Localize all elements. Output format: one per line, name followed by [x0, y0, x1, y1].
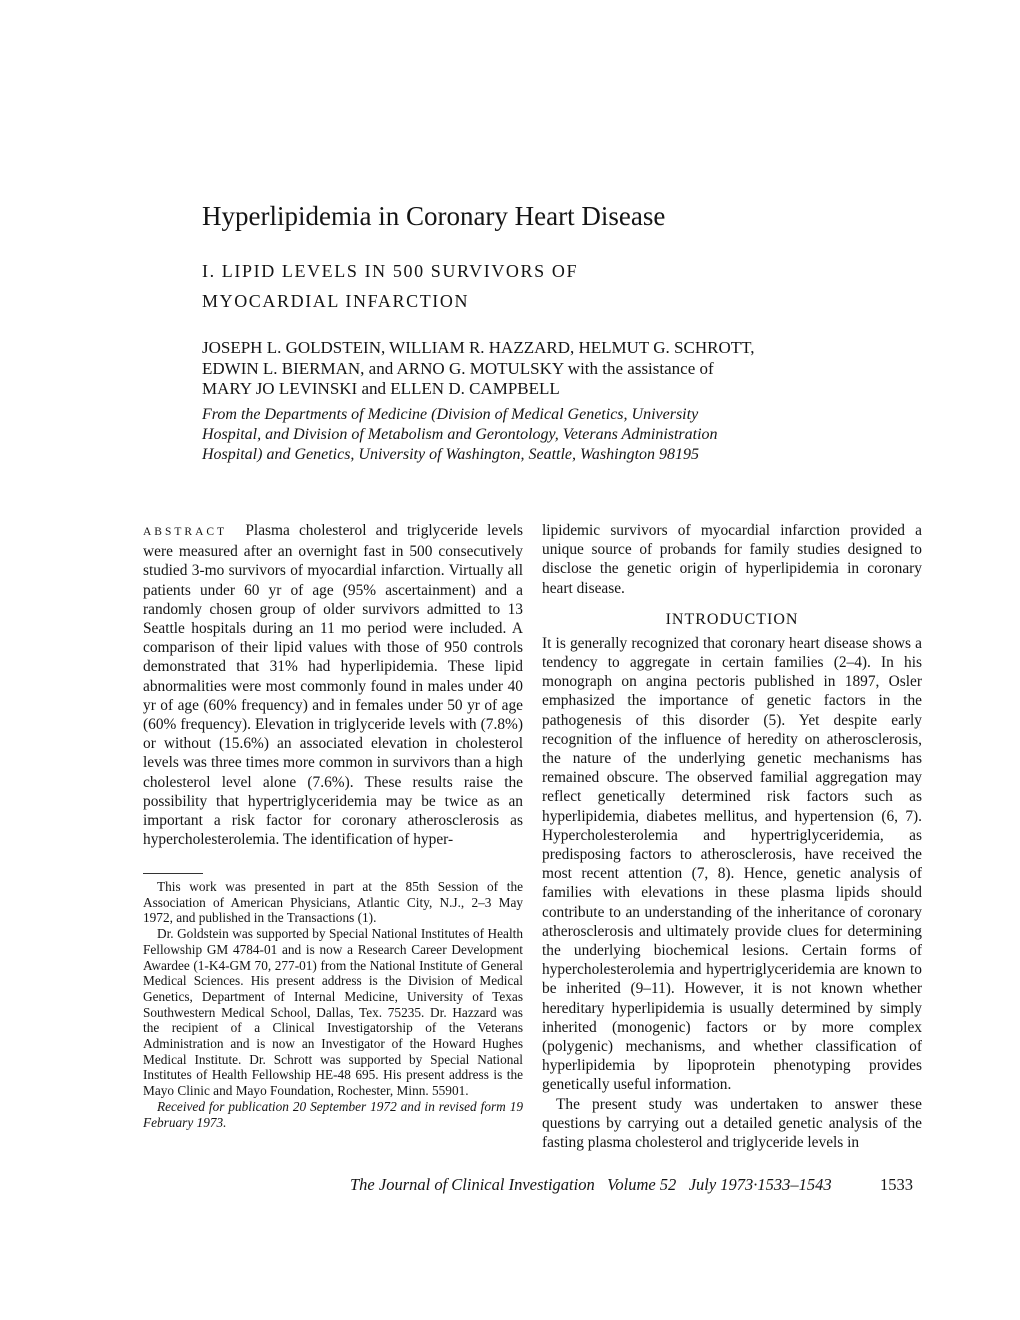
introduction-paragraph-1: It is generally recognized that coronary heart disease shows a tendency to aggregate in certain families (2–4). In his monograph on angina pectoris published in 1897, Osler emphasized the importance of genetic factors in the pathogenesis of this disorder (5). Yet despite early recognition of the influence of heredity on atherosclerosis, the nature of the underlying genetic mechanisms has remained obscure. The observed familial aggregation may reflect genetically determined risk factors such as hyperlipidemia, diabetes mellitus, and hypertension (6, 7). Hypercholesterolemia and hypertriglyceridemia, as predisposing factors to atherosclerosis, have received the most recent attention (7, 8). Hence, genetic analysis of families with elevations in these plasma lipids should contribute to an understanding of the inheritance of coronary atherosclerosis and ultimately provide clues for determining the underlying biochemical lesions. Certain forms of hypercholesterolemia and hypertriglyceridemia are known to be inherited (9–11). However, it is not known whether hereditary hyperlipidemia is usually determined by simply inherited (monogenic) factors or by more complex (polygenic) mechanisms, and whether classification of hyperlipidemia by lipoprotein phenotyping provides genetically useful information.	[542, 634, 922, 1094]
abstract-text: Plasma cholesterol and triglyceride levels were measured after an overnight fast in 500 consecutively studied 3-mo survivors of myocardial infarction. Virtually all patients under 60 yr of age (95% ascertainment) and a randomly chosen group of older survivors admitted to 13 Seattle hospitals during an 11 mo period were included. A comparison of their lipid values with those of 950 controls demonstrated that 31% had hyperlipidemia. These lipid abnormalities were most commonly found in males under 40 yr of age (60% frequency) and in females under 50 yr of age (60% frequency). Elevation in triglyceride levels with (7.8%) or without (15.6%) an associated elevation in cholesterol levels was three times more common in survivors than a high cholesterol level alone (7.6%). These results raise the possibility that hypertriglyceridemia may be twice as an important a risk factor for coronary atherosclerosis as hypercholesterolemia. The identification of hyper-	[143, 522, 523, 849]
footnote-presented: This work was presented in part at the 85th Session of the Association of American Physicians, Atlantic City, N.J., 2–3 May 1972, and published in the Transactions (1).	[143, 879, 523, 926]
author-list: JOSEPH L. GOLDSTEIN, WILLIAM R. HAZZARD, HELMUT G. SCHROTT, EDWIN L. BIERMAN, and ARNO G. MOTULSKY with the assistance of MARY JO LEVINSKI and ELLEN D. CAMPBELL	[202, 338, 755, 398]
footnote-support: Dr. Goldstein was supported by Special National Institutes of Health Fellowship GM 4784-01 and is now a Research Career Development Awardee (1-K4-GM 70, 277-01) from the National Institute of General Medical Sciences. His present address is the Division of Medical Genetics, Department of Internal Medicine, University of Texas Southwestern Medical School, Dallas, Tex. 75235. Dr. Hazzard was the recipient of a Clinical Investigatorship of the Veterans Administration and is now an Investigator of the Howard Hughes Medical Institute. Dr. Schrott was supported by Special National Institutes of Health Fellowship HE-48 695. His present address is the Mayo Clinic and Mayo Foundation, Rochester, Minn. 55901.	[143, 926, 523, 1099]
affiliation: From the Departments of Medicine (Division of Medical Genetics, University Hospital, and Division of Metabolism and Gerontology, Veterans Administration Hospital) and Genetics, University of Washington, Seattle, Washington 98195	[202, 406, 718, 463]
introduction-paragraph-2: The present study was undertaken to answer these questions by carrying out a detailed genetic analysis of the fasting plasma cholesterol and triglyceride levels in	[542, 1095, 922, 1152]
journal-name: The Journal of Clinical Investigation	[350, 1175, 595, 1194]
journal-footer	[350, 1175, 930, 1195]
footnote-rule	[143, 873, 203, 874]
footnotes	[143, 879, 523, 1130]
footnote-received: Received for publication 20 September 1972 and in revised form 19 February 1973.	[143, 1098, 523, 1130]
abstract-continuation: lipidemic survivors of myocardial infarction provided a unique source of probands for family studies designed to disclose the genetic origin of hyperlipidemia in coronary heart disease.	[542, 522, 922, 597]
abstract	[143, 521, 523, 849]
left-column	[143, 521, 523, 849]
article-title: Hyperlipidemia in Coronary Heart Disease	[202, 201, 666, 231]
journal-volume: Volume 52	[607, 1175, 677, 1194]
page-number: 1533	[880, 1175, 913, 1194]
journal-issue: July 1973·1533–1543	[688, 1175, 832, 1194]
right-column	[542, 521, 922, 1152]
article-subtitle: I. LIPID LEVELS IN 500 SURVIVORS OF MYOCARDIAL INFARCTION	[202, 261, 579, 311]
abstract-label: ABSTRACT	[143, 526, 228, 538]
introduction-heading: INTRODUCTION	[665, 610, 799, 628]
